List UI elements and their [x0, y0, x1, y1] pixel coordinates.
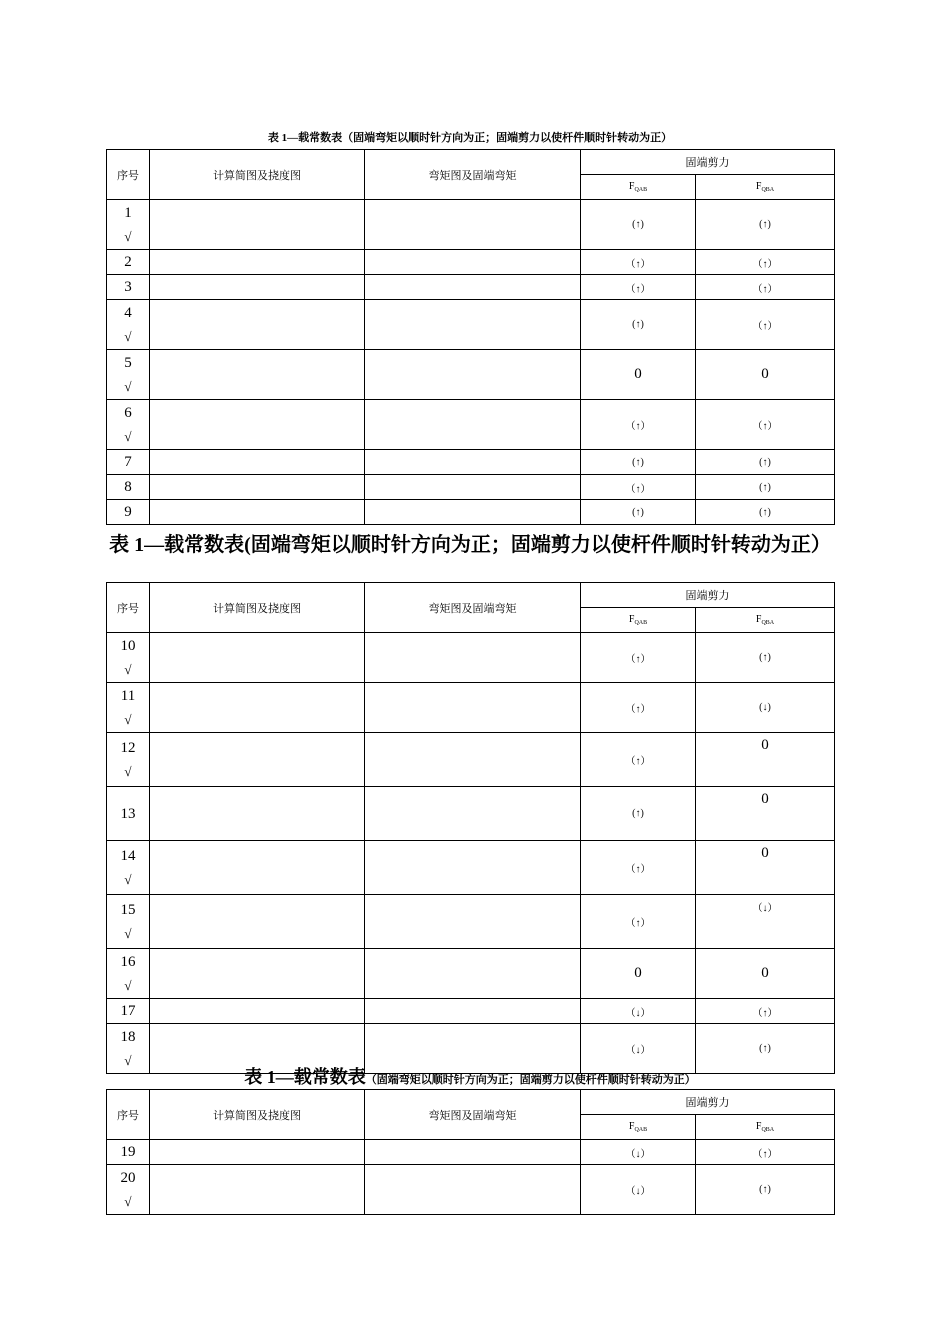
fqab-value: 0 — [581, 949, 696, 999]
table-caption-3 — [106, 1067, 834, 1090]
row-number: 8 — [124, 479, 132, 495]
row-seq — [107, 787, 150, 841]
table-row — [107, 841, 835, 895]
header-diagram: 计算简图及挠度图 — [150, 583, 365, 633]
diagram-cell — [150, 841, 365, 895]
moment-cell — [365, 949, 581, 999]
moment-cell — [365, 1165, 581, 1215]
header-moment: 弯矩图及固端弯矩 — [365, 1090, 581, 1140]
table-row — [107, 400, 835, 450]
fqba-value: 0 — [696, 787, 835, 841]
row-seq — [107, 1140, 150, 1165]
fqba-value: 0 — [696, 733, 835, 787]
header-moment: 弯矩图及固端弯矩 — [365, 583, 581, 633]
row-seq — [107, 733, 150, 787]
row-seq — [107, 633, 150, 683]
fqab-value: 0 — [581, 350, 696, 400]
table-row — [107, 787, 835, 841]
row-number: 15 — [120, 901, 136, 918]
row-seq — [107, 500, 150, 525]
header-seq: 序号 — [107, 150, 150, 200]
fqab-value: (↑) — [581, 787, 696, 841]
header-diagram: 计算简图及挠度图 — [150, 1090, 365, 1140]
fqba-value: 0 — [696, 350, 835, 400]
table-caption-2: 表 1—载常数表(固端弯矩以顺时针方向为正；固端剪力以使杆件顺时针转动为正） — [109, 534, 831, 556]
table-row — [107, 275, 835, 300]
diagram-cell — [150, 200, 365, 250]
diagram-cell — [150, 1024, 365, 1074]
table-row — [107, 1024, 835, 1074]
moment-cell — [365, 1024, 581, 1074]
fqab-value: （↑） — [581, 733, 696, 787]
load-constants-table-3 — [106, 1089, 835, 1215]
fqba-value: (↑) — [696, 1024, 835, 1074]
diagram-cell — [150, 350, 365, 400]
fqab-value: （↑） — [581, 275, 696, 300]
table-row — [107, 999, 835, 1024]
row-number: 4 — [124, 304, 132, 321]
header-seq: 序号 — [107, 583, 150, 633]
fqba-value: （↑） — [696, 1140, 835, 1165]
row-number: 14 — [120, 847, 136, 864]
moment-cell — [365, 999, 581, 1024]
caption-3-note: （固端弯矩以顺时针方向为正；固端剪力以使杆件顺时针转动为正） — [365, 1074, 696, 1086]
diagram-cell — [150, 949, 365, 999]
diagram-cell — [150, 250, 365, 275]
check-mark: √ — [124, 328, 132, 344]
diagram-cell — [150, 733, 365, 787]
fqab-value: （↓） — [581, 1140, 696, 1165]
row-number: 10 — [120, 637, 136, 654]
fqba-value: (↑) — [696, 1165, 835, 1215]
check-mark: √ — [124, 977, 132, 993]
table-row — [107, 895, 835, 949]
row-number: 16 — [120, 953, 136, 970]
load-constants-table-2 — [106, 582, 835, 1074]
fqba-value: （↑） — [696, 250, 835, 275]
row-seq — [107, 350, 150, 400]
fqba-value: (↑) — [696, 450, 835, 475]
header-diagram: 计算简图及挠度图 — [150, 150, 365, 200]
header-fqba: $F_{QBA}$ — [696, 175, 835, 200]
row-seq — [107, 300, 150, 350]
row-seq — [107, 250, 150, 275]
diagram-cell — [150, 1140, 365, 1165]
table-row — [107, 200, 835, 250]
fqba-value: (↑) — [696, 500, 835, 525]
fqab-value: (↑) — [581, 200, 696, 250]
moment-cell — [365, 787, 581, 841]
moment-cell — [365, 350, 581, 400]
fqba-value: (↓) — [696, 683, 835, 733]
diagram-cell — [150, 400, 365, 450]
moment-cell — [365, 300, 581, 350]
moment-cell — [365, 633, 581, 683]
header-fqba: $F_{QBA}$ — [696, 608, 835, 633]
fqba-value: 0 — [696, 841, 835, 895]
fqba-value: （↑） — [696, 999, 835, 1024]
moment-cell — [365, 733, 581, 787]
fqab-value: （↑） — [581, 633, 696, 683]
check-mark: √ — [124, 925, 132, 941]
fqba-value: (↑) — [696, 200, 835, 250]
fqab-value: (↑) — [581, 300, 696, 350]
diagram-cell — [150, 999, 365, 1024]
row-seq — [107, 841, 150, 895]
check-mark: √ — [124, 228, 132, 244]
diagram-cell — [150, 450, 365, 475]
header-fqba: $F_{QBA}$ — [696, 1115, 835, 1140]
check-mark: √ — [124, 428, 132, 444]
fqab-value: （↓） — [581, 1165, 696, 1215]
moment-cell — [365, 250, 581, 275]
check-mark: √ — [124, 711, 132, 727]
table-row — [107, 1140, 835, 1165]
table-row — [107, 300, 835, 350]
moment-cell — [365, 275, 581, 300]
diagram-cell — [150, 500, 365, 525]
row-number: 13 — [120, 805, 136, 822]
header-fqab: $F_{QAB}$ — [581, 1115, 696, 1140]
fqba-value: （↓） — [696, 895, 835, 949]
fqba-value: （↑） — [696, 275, 835, 300]
row-number: 9 — [124, 504, 132, 520]
row-seq — [107, 1024, 150, 1074]
table-row — [107, 949, 835, 999]
diagram-cell — [150, 895, 365, 949]
header-fqab: $F_{QAB}$ — [581, 608, 696, 633]
fqba-value: （↑） — [696, 300, 835, 350]
load-constants-table-1 — [106, 149, 835, 525]
moment-cell — [365, 895, 581, 949]
fqab-value: (↑) — [581, 450, 696, 475]
table-row — [107, 683, 835, 733]
row-number: 2 — [124, 254, 132, 270]
check-mark: √ — [124, 871, 132, 887]
check-mark: √ — [124, 1193, 132, 1209]
fqab-value: （↓） — [581, 1024, 696, 1074]
header-seq: 序号 — [107, 1090, 150, 1140]
fqab-value: (↑) — [581, 500, 696, 525]
moment-cell — [365, 450, 581, 475]
row-number: 1 — [124, 204, 132, 221]
check-mark: √ — [124, 661, 132, 677]
row-seq — [107, 949, 150, 999]
fqba-value: 0 — [696, 949, 835, 999]
fqab-value: （↑） — [581, 475, 696, 500]
header-shear: 固端剪力 — [581, 1090, 835, 1115]
fqba-value: （↑） — [696, 400, 835, 450]
header-shear: 固端剪力 — [581, 583, 835, 608]
row-number: 5 — [124, 354, 132, 371]
diagram-cell — [150, 787, 365, 841]
moment-cell — [365, 200, 581, 250]
moment-cell — [365, 683, 581, 733]
row-seq — [107, 450, 150, 475]
row-number: 17 — [120, 1003, 136, 1019]
row-seq — [107, 683, 150, 733]
fqab-value: （↑） — [581, 250, 696, 275]
fqab-value: （↑） — [581, 895, 696, 949]
row-seq — [107, 400, 150, 450]
moment-cell — [365, 1140, 581, 1165]
fqba-value: (↑) — [696, 633, 835, 683]
row-number: 3 — [124, 279, 132, 295]
table-row — [107, 250, 835, 275]
diagram-cell — [150, 275, 365, 300]
header-moment: 弯矩图及固端弯矩 — [365, 150, 581, 200]
moment-cell — [365, 400, 581, 450]
table-row — [107, 350, 835, 400]
row-number: 6 — [124, 404, 132, 421]
moment-cell — [365, 500, 581, 525]
row-seq — [107, 275, 150, 300]
row-number: 19 — [120, 1144, 136, 1160]
row-seq — [107, 895, 150, 949]
table-row — [107, 500, 835, 525]
fqba-value: (↑) — [696, 475, 835, 500]
table-row — [107, 633, 835, 683]
row-number: 18 — [120, 1028, 136, 1045]
check-mark: √ — [124, 1052, 132, 1068]
moment-cell — [365, 841, 581, 895]
check-mark: √ — [124, 378, 132, 394]
diagram-cell — [150, 475, 365, 500]
diagram-cell — [150, 300, 365, 350]
caption-3-title: 表 1—载常数表 — [244, 1067, 366, 1087]
check-mark: √ — [124, 763, 132, 779]
diagram-cell — [150, 683, 365, 733]
row-number: 7 — [124, 454, 132, 470]
table-caption-1: 表 1—载常数表（固端弯矩以顺时针方向为正；固端剪力以使杆件顺时针转动为正） — [267, 132, 673, 144]
table-row — [107, 450, 835, 475]
header-fqab: $F_{QAB}$ — [581, 175, 696, 200]
diagram-cell — [150, 1165, 365, 1215]
row-number: 12 — [120, 739, 136, 756]
row-number: 20 — [120, 1169, 136, 1186]
row-seq — [107, 475, 150, 500]
row-number: 11 — [120, 687, 136, 704]
fqab-value: （↑） — [581, 400, 696, 450]
header-shear: 固端剪力 — [581, 150, 835, 175]
fqab-value: （↓） — [581, 999, 696, 1024]
table-row — [107, 733, 835, 787]
row-seq — [107, 1165, 150, 1215]
table-row — [107, 475, 835, 500]
moment-cell — [365, 475, 581, 500]
table-row — [107, 1165, 835, 1215]
fqab-value: （↑） — [581, 841, 696, 895]
diagram-cell — [150, 633, 365, 683]
row-seq — [107, 200, 150, 250]
fqab-value: （↑） — [581, 683, 696, 733]
row-seq — [107, 999, 150, 1024]
